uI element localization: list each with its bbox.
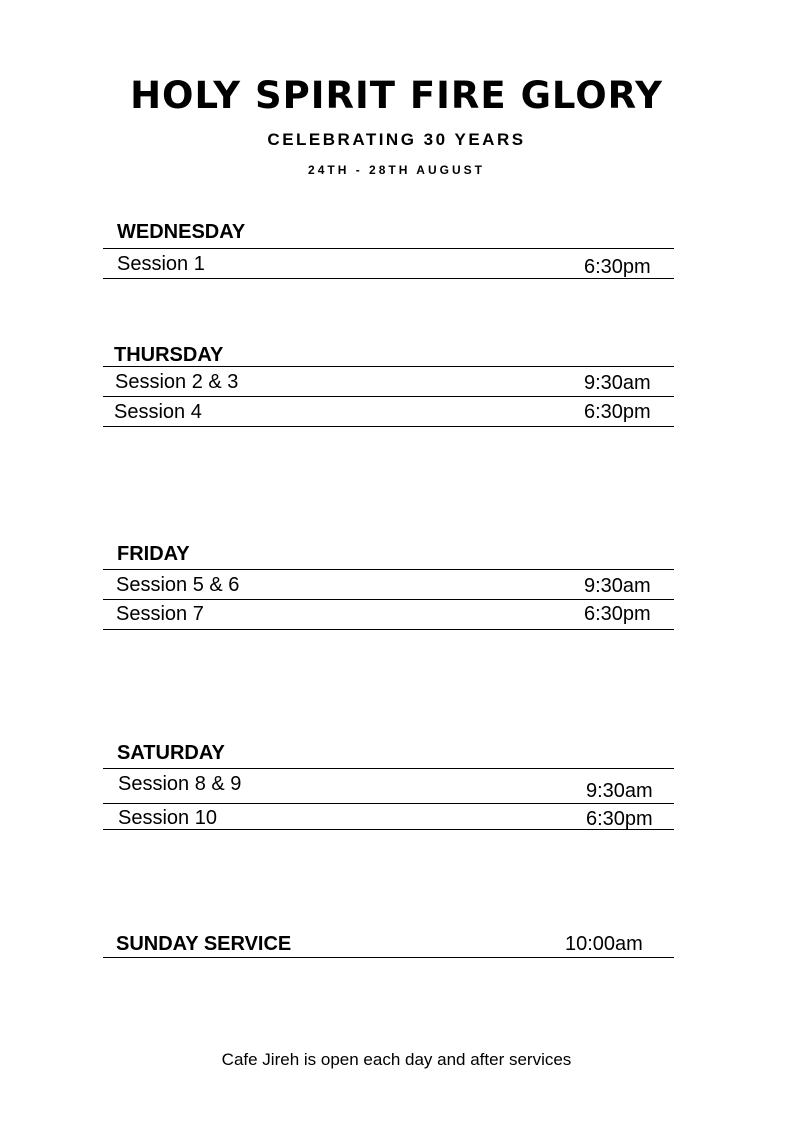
event-dates: 24TH - 28TH AUGUST <box>308 163 485 177</box>
footer-note: Cafe Jireh is open each day and after services <box>221 1050 572 1069</box>
page-subtitle: CELEBRATING 30 YEARS <box>267 130 526 149</box>
divider <box>103 803 674 804</box>
session-time: 9:30am <box>584 575 651 597</box>
divider <box>103 957 674 958</box>
session-time: 9:30am <box>586 780 653 802</box>
divider <box>103 366 674 367</box>
day-heading: WEDNESDAY <box>117 221 246 243</box>
session-label: Session 10 <box>118 807 217 829</box>
divider <box>103 426 674 427</box>
session-time: 6:30pm <box>586 808 653 830</box>
session-time: 6:30pm <box>584 256 651 278</box>
divider <box>103 768 674 769</box>
divider <box>103 829 674 830</box>
day-heading: SUNDAY SERVICE <box>116 933 292 955</box>
day-heading: FRIDAY <box>117 543 190 565</box>
divider <box>103 629 674 630</box>
page-title: HOLY SPIRIT FIRE GLORY <box>130 74 663 117</box>
divider <box>103 569 674 570</box>
session-label: Session 5 & 6 <box>116 574 240 596</box>
divider <box>103 599 674 600</box>
session-time: 6:30pm <box>584 603 651 625</box>
day-heading: SATURDAY <box>117 742 225 764</box>
session-label: Session 1 <box>117 253 205 275</box>
service-time: 10:00am <box>565 933 643 955</box>
session-time: 9:30am <box>584 372 651 394</box>
divider <box>103 278 674 279</box>
divider <box>103 396 674 397</box>
session-label: Session 2 & 3 <box>115 371 239 393</box>
session-label: Session 8 & 9 <box>118 773 242 795</box>
day-heading: THURSDAY <box>114 344 224 366</box>
session-label: Session 7 <box>116 603 204 625</box>
session-time: 6:30pm <box>584 401 651 423</box>
session-label: Session 4 <box>114 401 202 423</box>
divider <box>103 248 674 249</box>
